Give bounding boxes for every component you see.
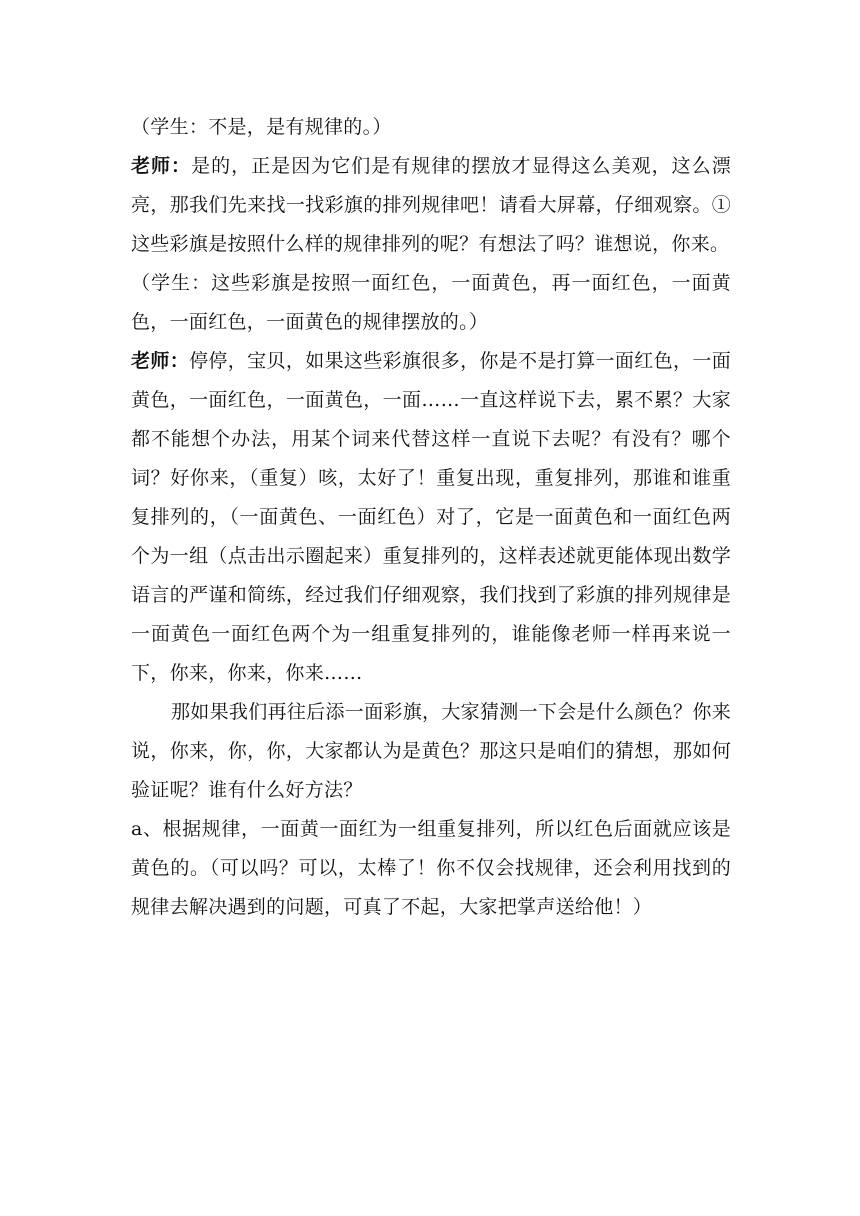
speaker-label: 老师：	[131, 155, 192, 177]
paragraph-text: 那如果我们再往后添一面彩旗，大家猜测一下会是什么颜色？你来说，你来，你，你，大家都认为是黄色？那这只是咱们的猜想，那如何验证呢？谁有什么好方法？	[131, 701, 731, 801]
paragraph-text: 停停，宝贝，如果这些彩旗很多，你是不是打算一面红色，一面黄色，一面红色，一面黄色，一面……一直这样说下去，累不累？大家都不能想个办法，用某个词来代替这样一直说下去呢？有没有？哪个词？好你来，（重复）咳，太好了！重复出现，重复排列，那谁和谁重复排列的，（一面黄色、一面红色）对了，它是一面黄色和一面红色两个为一组（点击出示圈起来）重复排列的，这样表述就更能体现出数学语言的严谨和简练，经过我们仔细观察，我们找到了彩旗的排列规律是一面黄色一面红色两个为一组重复排列的，谁能像老师一样再来说一下，你来，你来，你来……	[131, 350, 731, 684]
paragraph-text: a、根据规律，一面黄一面红为一组重复排列，所以红色后面就应该是黄色的。（可以吗？可以，太棒了！你不仅会找规律，还会利用找到的规律去解决遇到的问题，可真了不起，大家把掌声送给他！）	[131, 818, 731, 918]
paragraph-teacher-1	[131, 147, 731, 264]
paragraph-text: （学生：这些彩旗是按照一面红色，一面黄色，再一面红色，一面黄色，一面红色，一面黄色的规律摆放的。）	[131, 272, 731, 333]
paragraph-text: （学生：不是，是有规律的。）	[131, 116, 392, 138]
paragraph-teacher-2	[131, 342, 731, 693]
document-body	[131, 108, 731, 927]
paragraph-student-answer-1	[131, 108, 731, 147]
paragraph-student-answer-2	[131, 264, 731, 342]
speaker-label: 老师：	[131, 350, 190, 372]
paragraph-guess	[131, 693, 731, 810]
paragraph-text: 是的，正是因为它们是有规律的摆放才显得这么美观，这么漂亮，那我们先来找一找彩旗的排列规律吧！请看大屏幕，仔细观察。①这些彩旗是按照什么样的规律排列的呢？有想法了吗？谁想说，你来。	[131, 155, 731, 255]
paragraph-method-a	[131, 810, 731, 927]
